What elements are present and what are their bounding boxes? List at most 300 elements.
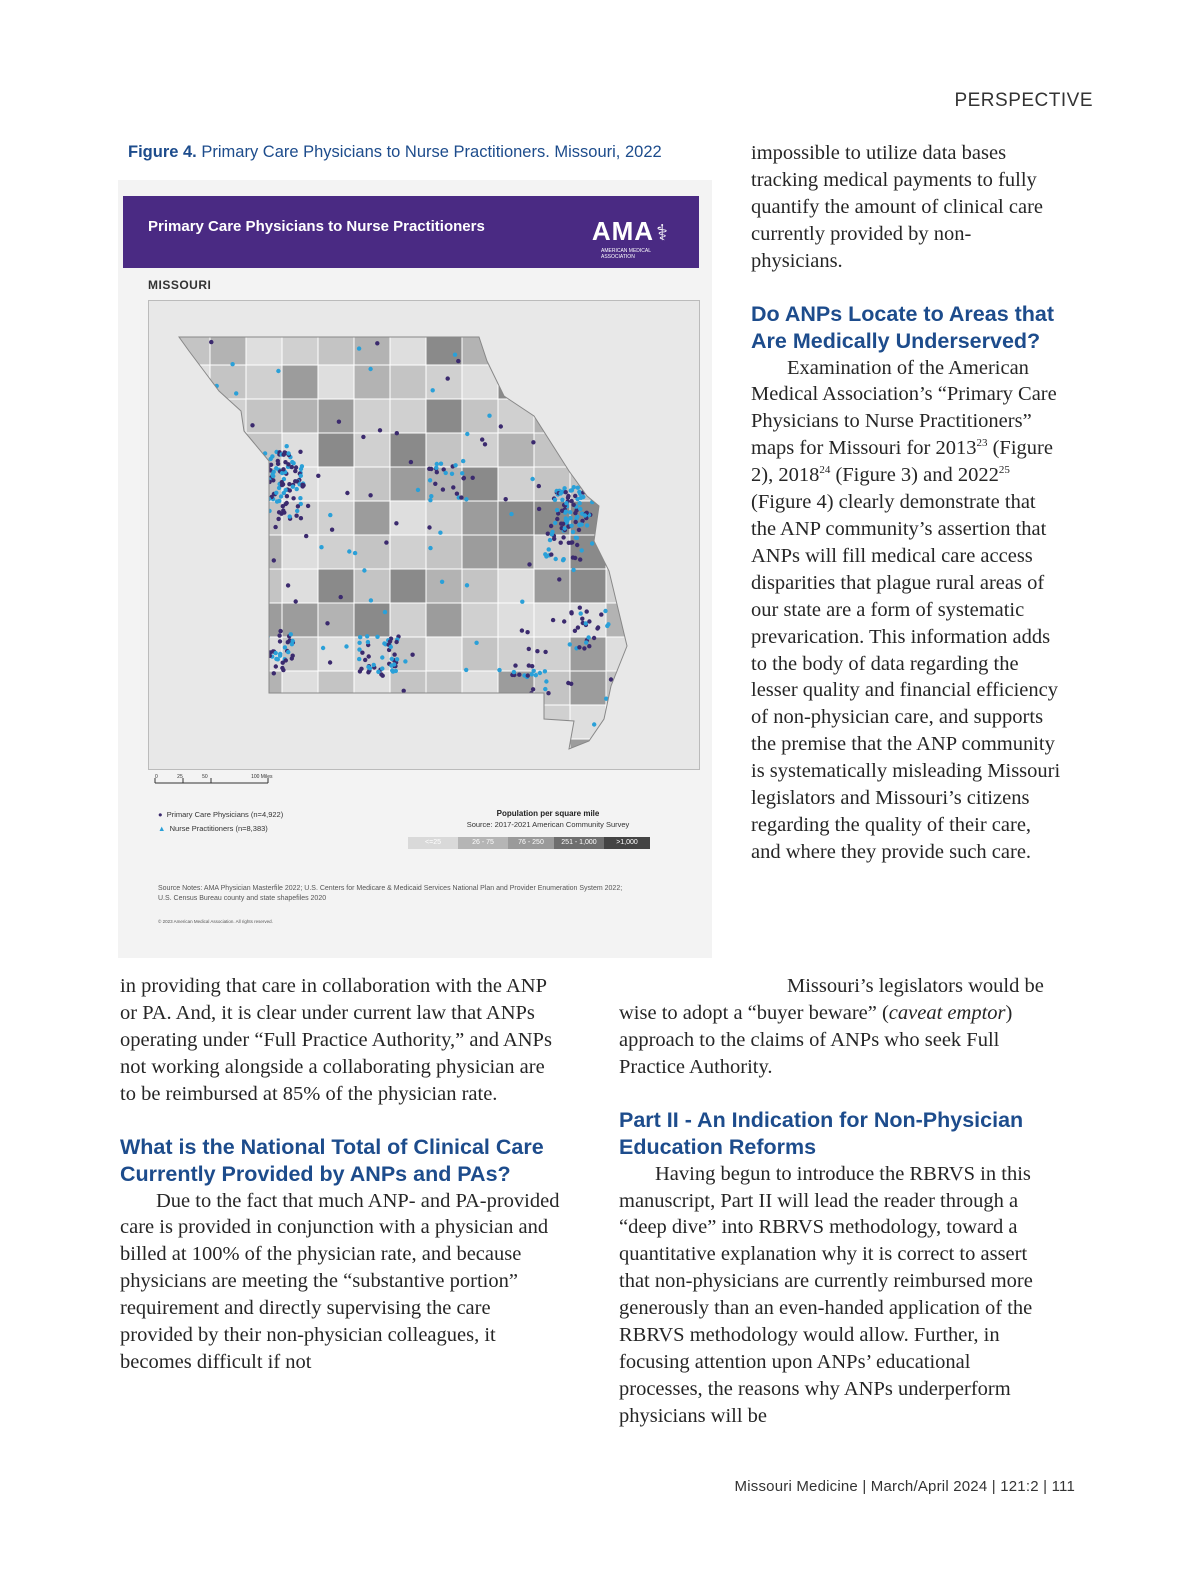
county-cell	[462, 365, 498, 399]
provider-marker	[584, 640, 588, 644]
provider-marker	[474, 641, 478, 645]
provider-marker	[258, 709, 262, 713]
provider-marker	[569, 524, 573, 528]
provider-marker	[566, 496, 570, 500]
county-cell	[210, 569, 246, 603]
provider-marker	[606, 622, 610, 626]
provider-marker	[564, 490, 568, 494]
provider-marker	[568, 642, 572, 646]
provider-marker	[562, 619, 566, 623]
provider-marker	[276, 459, 280, 463]
provider-marker	[592, 636, 596, 640]
provider-marker	[259, 660, 263, 664]
county-cell	[534, 671, 570, 705]
provider-marker	[284, 502, 288, 506]
provider-marker	[549, 524, 553, 528]
provider-marker	[444, 471, 448, 475]
legend-physicians	[158, 810, 283, 819]
provider-marker	[390, 668, 394, 672]
provider-marker	[255, 640, 259, 644]
provider-marker	[274, 664, 278, 668]
county-cell	[174, 433, 210, 467]
provider-marker	[257, 640, 261, 644]
provider-marker	[285, 444, 289, 448]
provider-marker	[499, 424, 503, 428]
provider-marker	[281, 467, 285, 471]
county-cell	[210, 535, 246, 569]
county-cell	[462, 433, 498, 467]
provider-marker	[366, 640, 370, 644]
county-cell	[426, 603, 462, 637]
provider-marker	[608, 400, 612, 404]
scale-label: 25	[177, 774, 183, 780]
provider-marker	[264, 463, 268, 467]
provider-marker	[294, 514, 298, 518]
county-cell	[354, 603, 390, 637]
county-cell	[318, 501, 354, 535]
provider-marker	[196, 496, 200, 500]
provider-marker	[282, 510, 286, 514]
provider-marker	[316, 474, 320, 478]
provider-marker	[590, 541, 594, 545]
county-cell	[354, 501, 390, 535]
provider-marker	[599, 381, 603, 385]
paragraph	[619, 973, 1059, 1081]
county-cell	[426, 433, 462, 467]
provider-marker	[304, 534, 308, 538]
provider-marker	[548, 538, 552, 542]
provider-marker	[513, 698, 517, 702]
figure-caption-text: Primary Care Physicians to Nurse Practitioners. Missouri, 2022	[201, 143, 662, 161]
provider-marker	[599, 612, 603, 616]
provider-marker	[380, 655, 384, 659]
provider-marker	[580, 548, 584, 552]
provider-marker	[284, 488, 288, 492]
provider-marker	[278, 652, 282, 656]
provider-marker	[537, 484, 541, 488]
county-cell	[318, 671, 354, 705]
provider-marker	[223, 704, 227, 708]
county-cell	[210, 433, 246, 467]
provider-marker	[547, 547, 551, 551]
provider-marker	[410, 653, 414, 657]
county-cell	[210, 705, 246, 739]
provider-marker	[563, 526, 567, 530]
provider-marker	[408, 717, 412, 721]
provider-marker	[520, 628, 524, 632]
county-cell	[498, 331, 534, 365]
paragraph: impossible to utilize data bases tracking medical payments to fully quantify the amount of clinical care currently provided by non-physicians.	[751, 142, 1044, 272]
text-run: Examination of the American Medical Association’s “Primary Care Physicians to Nurse Practitioners” maps for Missouri for 2013	[751, 356, 1057, 460]
provider-marker	[589, 491, 593, 495]
population-bin: <=25	[408, 837, 458, 849]
scale-labels	[155, 774, 272, 780]
provider-marker	[527, 562, 531, 566]
provider-marker	[284, 658, 288, 662]
provider-marker	[258, 634, 262, 638]
provider-marker	[277, 510, 281, 514]
provider-marker	[202, 529, 206, 533]
triangle-icon: ▲	[158, 824, 166, 833]
county-cell	[498, 467, 534, 501]
provider-marker	[220, 675, 224, 679]
legend-nurses-label: Nurse Practitioners (n=8,383)	[169, 824, 268, 833]
provider-marker	[562, 557, 566, 561]
county-cell	[210, 501, 246, 535]
county-cell	[462, 603, 498, 637]
provider-marker	[453, 353, 457, 357]
county-cell	[534, 705, 570, 739]
provider-marker	[546, 691, 550, 695]
provider-marker	[460, 706, 464, 710]
county-cell	[210, 671, 246, 705]
provider-marker	[585, 523, 589, 527]
provider-marker	[551, 618, 555, 622]
ama-logo-text: AMA	[591, 216, 655, 246]
legend-physicians-label: Primary Care Physicians (n=4,922)	[166, 810, 284, 819]
county-cell	[570, 739, 606, 769]
provider-marker	[268, 654, 272, 658]
provider-marker	[390, 657, 394, 661]
provider-marker	[549, 552, 553, 556]
county-cell	[606, 365, 642, 399]
provider-marker	[513, 663, 517, 667]
provider-marker	[299, 474, 303, 478]
provider-marker	[260, 666, 264, 670]
provider-marker	[531, 687, 535, 691]
citation: 25	[998, 464, 1010, 477]
county-cell	[570, 331, 606, 365]
paragraph: Due to the fact that much ANP- and PA-provided care is provided in conjunction with a physician and billed at 100% of the physician rate, and because physicians are meeting the “substantive portion” requirement and directly supervising the care provided by their non-physician colleagues, it becomes difficult if not	[120, 1189, 560, 1373]
county-cell	[354, 739, 390, 769]
provider-marker	[276, 369, 280, 373]
provider-marker	[200, 663, 204, 667]
provider-marker	[571, 555, 575, 559]
county-cell	[462, 399, 498, 433]
provider-marker	[291, 485, 295, 489]
county-cell	[426, 365, 462, 399]
provider-marker	[347, 549, 351, 553]
provider-marker	[274, 651, 278, 655]
provider-marker	[462, 735, 466, 739]
county-cell	[606, 739, 642, 769]
county-cell	[354, 433, 390, 467]
provider-marker	[274, 657, 278, 661]
provider-marker	[339, 710, 343, 714]
provider-marker	[384, 540, 388, 544]
figure-copyright: © 2023 American Medical Association. All rights reserved.	[158, 919, 273, 924]
provider-marker	[392, 662, 396, 666]
provider-marker	[503, 386, 507, 390]
county-cell	[498, 705, 534, 739]
provider-marker	[544, 679, 548, 683]
provider-marker	[559, 541, 563, 545]
provider-marker	[566, 681, 570, 685]
county-cell	[318, 399, 354, 433]
figure-map	[118, 180, 712, 958]
provider-marker	[428, 478, 432, 482]
provider-marker	[543, 650, 547, 654]
provider-marker	[614, 497, 618, 501]
section-label: PERSPECTIVE	[954, 90, 1093, 111]
provider-marker	[553, 521, 557, 525]
provider-marker	[575, 543, 579, 547]
county-cell	[570, 705, 606, 739]
provider-marker	[388, 639, 392, 643]
provider-marker	[294, 465, 298, 469]
provider-marker	[456, 359, 460, 363]
provider-marker	[264, 631, 268, 635]
provider-marker	[444, 724, 448, 728]
provider-marker	[573, 494, 577, 498]
county-cell	[210, 739, 246, 769]
provider-marker	[280, 480, 284, 484]
county-cell	[606, 569, 642, 603]
county-cell	[318, 433, 354, 467]
provider-marker	[560, 498, 564, 502]
provider-marker	[441, 723, 445, 727]
county-cell	[174, 569, 210, 603]
county-cell	[390, 365, 426, 399]
provider-marker	[579, 611, 583, 615]
provider-marker	[573, 629, 577, 633]
provider-marker	[578, 557, 582, 561]
section-heading: Do ANPs Locate to Areas that Are Medically Underserved?	[751, 301, 1055, 353]
provider-marker	[429, 467, 433, 471]
county-cell	[462, 501, 498, 535]
figure-source-notes: Source Notes: AMA Physician Masterfile 2022; U.S. Centers for Medicare & Medicaid Services National Plan and Provider Enumeration System 2022; U.S. Census Bureau county and state shapefiles 2020	[158, 885, 623, 902]
county-cell	[606, 535, 642, 569]
county-cell	[426, 569, 462, 603]
county-cell	[318, 637, 354, 671]
provider-marker	[242, 708, 246, 712]
provider-marker	[465, 432, 469, 436]
provider-marker	[252, 708, 256, 712]
provider-marker	[234, 692, 238, 696]
population-legend	[408, 837, 650, 849]
county-cell	[606, 705, 642, 739]
provider-marker	[512, 670, 516, 674]
provider-marker	[188, 404, 192, 408]
section-heading: Part II - An Indication for Non-Physician Education Reforms	[619, 1107, 1024, 1159]
provider-marker	[592, 488, 596, 492]
provider-marker	[277, 633, 281, 637]
county-cell	[570, 569, 606, 603]
provider-marker	[234, 391, 238, 395]
provider-marker	[416, 488, 420, 492]
provider-marker	[577, 528, 581, 532]
provider-marker	[583, 513, 587, 517]
provider-marker	[557, 577, 561, 581]
provider-marker	[360, 651, 364, 655]
provider-marker	[375, 635, 379, 639]
county-cell	[606, 331, 642, 365]
provider-marker	[534, 673, 538, 677]
provider-marker	[394, 521, 398, 525]
provider-marker	[573, 511, 577, 515]
provider-marker	[553, 498, 557, 502]
provider-marker	[569, 611, 573, 615]
provider-marker	[555, 508, 559, 512]
provider-marker	[471, 476, 475, 480]
provider-marker	[622, 400, 626, 404]
section-heading: What is the National Total of Clinical Care Currently Provided by ANPs and PAs?	[120, 1134, 544, 1186]
provider-marker	[587, 644, 591, 648]
provider-marker	[250, 423, 254, 427]
provider-marker	[296, 504, 300, 508]
provider-marker	[450, 472, 454, 476]
provider-marker	[544, 554, 548, 558]
provider-marker	[290, 656, 294, 660]
provider-marker	[285, 494, 289, 498]
provider-marker	[577, 645, 581, 649]
county-cell	[318, 467, 354, 501]
population-bin: >1,000	[604, 837, 650, 849]
provider-marker	[435, 462, 439, 466]
county-cell	[282, 331, 318, 365]
county-cell	[390, 535, 426, 569]
county-cell	[246, 331, 282, 365]
provider-marker	[451, 715, 455, 719]
provider-marker	[286, 640, 290, 644]
provider-marker	[252, 690, 256, 694]
county-cell	[174, 739, 210, 769]
provider-marker	[286, 583, 290, 587]
provider-marker	[603, 467, 607, 471]
provider-marker	[195, 415, 199, 419]
provider-marker	[293, 479, 297, 483]
county-cell	[174, 535, 210, 569]
provider-marker	[261, 668, 265, 672]
county-cell	[462, 705, 498, 739]
county-cell	[390, 467, 426, 501]
provider-marker	[264, 582, 268, 586]
figure-caption	[128, 143, 718, 162]
provider-marker	[579, 522, 583, 526]
county-cell	[282, 705, 318, 739]
county-cell	[174, 467, 210, 501]
county-cell	[282, 399, 318, 433]
county-cell	[426, 535, 462, 569]
provider-marker	[459, 495, 463, 499]
provider-marker	[357, 657, 361, 661]
provider-marker	[367, 654, 371, 658]
provider-marker	[565, 518, 569, 522]
provider-marker	[603, 609, 607, 613]
county-cell	[282, 365, 318, 399]
provider-marker	[273, 525, 277, 529]
provider-marker	[286, 462, 290, 466]
caduceus-icon: ⚕	[656, 220, 669, 245]
provider-marker	[288, 514, 292, 518]
provider-marker	[615, 470, 619, 474]
provider-marker	[535, 649, 539, 653]
provider-marker	[295, 487, 299, 491]
provider-marker	[572, 503, 576, 507]
provider-marker	[272, 671, 276, 675]
provider-marker	[358, 635, 362, 639]
county-cell	[246, 535, 282, 569]
county-cell	[210, 331, 246, 365]
provider-marker	[330, 528, 334, 532]
provider-marker	[578, 507, 582, 511]
provider-marker	[530, 477, 534, 481]
county-cell	[462, 739, 498, 769]
provider-marker	[461, 476, 465, 480]
county-cell	[354, 569, 390, 603]
provider-marker	[253, 470, 257, 474]
provider-marker	[586, 635, 590, 639]
county-cell	[606, 467, 642, 501]
text-run: caveat emptor	[888, 1001, 1006, 1024]
provider-marker	[368, 367, 372, 371]
provider-marker	[433, 482, 437, 486]
provider-marker	[319, 545, 323, 549]
provider-marker	[538, 671, 542, 675]
population-bin: 26 - 75	[458, 837, 508, 849]
county-cell	[210, 603, 246, 637]
provider-marker	[203, 549, 207, 553]
provider-marker	[229, 501, 233, 505]
county-cell	[498, 739, 534, 769]
provider-marker	[439, 462, 443, 466]
county-cell	[390, 569, 426, 603]
provider-marker	[596, 625, 600, 629]
provider-marker	[428, 546, 432, 550]
provider-marker	[378, 428, 382, 432]
map-state-label: MISSOURI	[148, 278, 212, 292]
legend-nurses	[158, 824, 268, 833]
provider-marker	[564, 510, 568, 514]
provider-marker	[428, 498, 432, 502]
provider-marker	[527, 663, 531, 667]
county-cell	[210, 467, 246, 501]
county-cell	[498, 433, 534, 467]
provider-marker	[295, 509, 299, 513]
county-cell	[390, 433, 426, 467]
provider-marker	[465, 583, 469, 587]
county-cell	[534, 399, 570, 433]
provider-marker	[520, 600, 524, 604]
figure-banner	[123, 196, 699, 268]
county-cell	[174, 399, 210, 433]
citation: 24	[819, 464, 831, 477]
population-title: Population per square mile	[496, 809, 600, 818]
provider-marker	[306, 732, 310, 736]
population-bin: 76 - 250	[508, 837, 554, 849]
map-frame	[148, 300, 700, 770]
provider-marker	[368, 493, 372, 497]
provider-marker	[464, 668, 468, 672]
provider-marker	[510, 728, 514, 732]
provider-marker	[270, 454, 274, 458]
county-cell	[390, 739, 426, 769]
county-cell	[354, 705, 390, 739]
county-cell	[390, 331, 426, 365]
provider-marker	[224, 457, 228, 461]
provider-marker	[357, 641, 361, 645]
county-cell	[570, 671, 606, 705]
county-cell	[174, 365, 210, 399]
county-cell	[534, 637, 570, 671]
provider-marker	[576, 625, 580, 629]
provider-marker	[278, 639, 282, 643]
provider-marker	[274, 491, 278, 495]
provider-marker	[216, 722, 220, 726]
county-cell	[606, 671, 642, 705]
provider-marker	[251, 522, 255, 526]
provider-marker	[353, 551, 357, 555]
